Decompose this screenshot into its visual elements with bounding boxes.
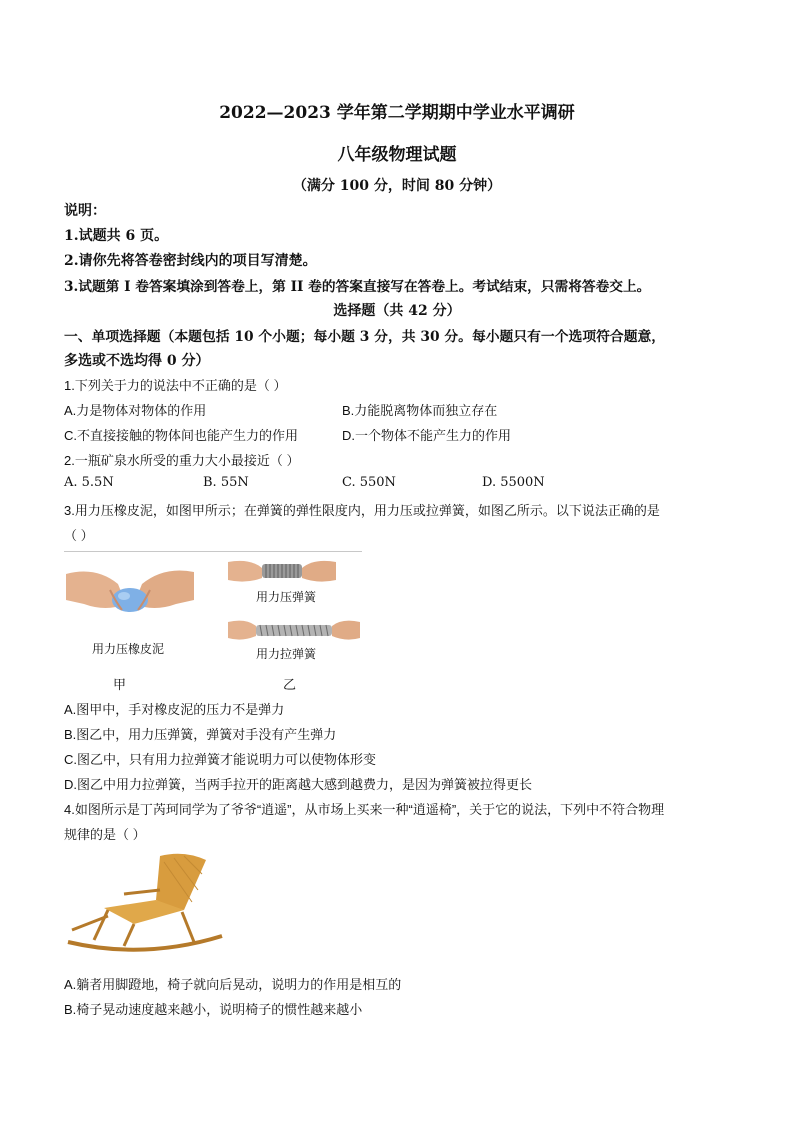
q4-option-b: B.椅子晃动速度越来越小，说明椅子的惯性越来越小 [64,1002,363,1017]
q3-option-c: C.图乙中，只有用力拉弹簧才能说明力可以使物体形变 [64,752,377,767]
q1-option-d: D.一个物体不能产生力的作用 [342,428,512,443]
spring-stretch-photo [228,616,360,644]
q3-option-a: A.图甲中，手对橡皮泥的压力不是弹力 [64,702,285,717]
q1-stem: 1.下列关于力的说法中不正确的是（ ） [64,378,287,393]
instruction-item-2: 2.请你先将答卷密封线内的项目写清楚。 [64,253,317,269]
q2-option-c: C. 550N [342,475,396,490]
instructions-heading: 说明： [64,203,106,219]
section-title: 选择题（共 42 分） [333,303,461,319]
q2-option-b: B. 55N [203,475,249,490]
q3-stem-line2: （ ） [64,528,94,543]
rocking-chair-photo [64,850,226,962]
q3-stem-line1: 3.用力压橡皮泥，如图甲所示；在弹簧的弹性限度内，用力压或拉弹簧，如图乙所示。以下说法正确的是 [64,503,660,518]
q2-option-a: A. 5.5N [64,475,114,490]
figure-label-left: 甲 [113,677,127,692]
q4-option-a: A.躺者用脚蹬地，椅子就向后晃动，说明力的作用是相互的 [64,977,402,992]
caption-clay: 用力压橡皮泥 [92,642,165,656]
q1-option-c: C.不直接接触的物体间也能产生力的作用 [64,428,299,443]
caption-compress: 用力压弹簧 [256,590,317,604]
q1-option-a: A.力是物体对物体的作用 [64,403,207,418]
q2-option-d: D. 5500N [482,475,545,490]
exam-meta: （满分 100 分，时间 80 分钟） [292,178,502,194]
part-heading-line1: 一、单项选择题（本题包括 10 个小题；每小题 3 分，共 30 分。每小题只有一个选项符合题意， [64,329,666,345]
q4-stem-line1: 4.如图所示是丁芮珂同学为了爷爷“逍遥”，从市场上买来一种“逍遥椅”，关于它的说法，下列中不符合物理 [64,802,665,817]
instruction-item-1: 1.试题共 6 页。 [64,228,169,244]
spring-compress-photo [228,556,336,586]
q1-option-b: B.力能脱离物体而独立存在 [342,403,498,418]
exam-title: 2022—2023 学年第二学期期中学业水平调研 [219,103,575,123]
figure-label-right: 乙 [283,677,297,692]
part-heading-line2: 多选或不选均得 0 分） [64,353,210,369]
q4-stem-line2: 规律的是（ ） [64,827,146,842]
q3-option-b: B.图乙中，用力压弹簧，弹簧对手没有产生弹力 [64,727,337,742]
q3-option-d: D.图乙中用力拉弹簧，当两手拉开的距离越大感到越费力，是因为弹簧被拉得更长 [64,777,533,792]
clay-press-photo [66,560,194,622]
instruction-item-3: 3.试题第 I 卷答案填涂到答卷上，第 II 卷的答案直接写在答卷上。考试结束，只需将答卷交上。 [64,279,651,295]
q2-stem: 2.一瓶矿泉水所受的重力大小最接近（ ） [64,453,300,468]
exam-subtitle: 八年级物理试题 [337,145,457,165]
caption-stretch: 用力拉弹簧 [256,647,317,661]
figure-top-rule [64,551,362,552]
